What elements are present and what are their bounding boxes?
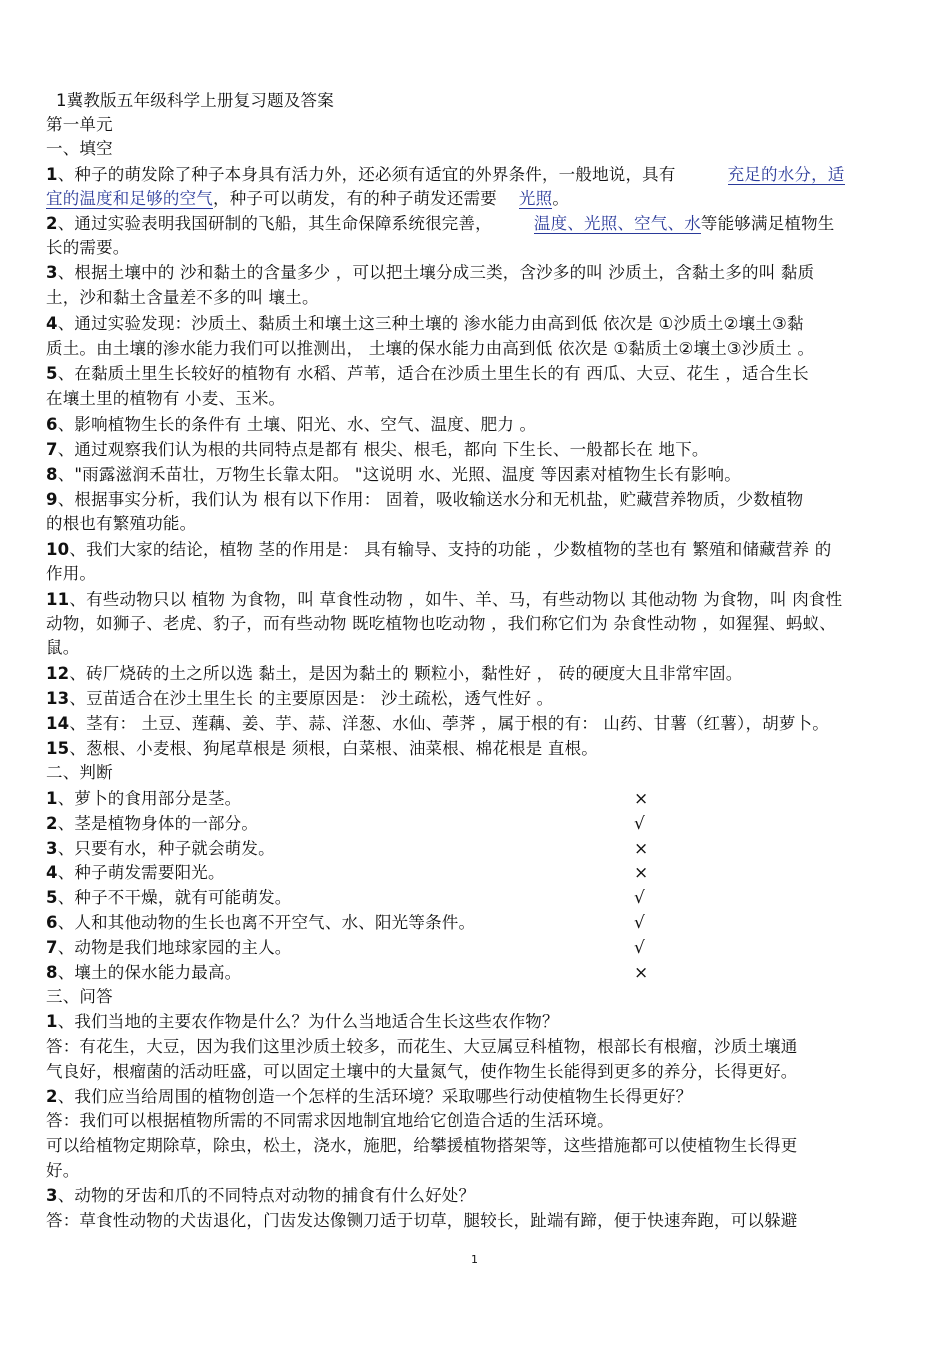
question-3-line-1: 3、根据土壤中的 沙和黏土的含量多少 ，可以把土壤分成三类，含沙多的叫 沙质土，含黏土多的叫 黏质 xyxy=(46,263,815,282)
answer-underline: 温度、光照、空气、水 xyxy=(533,214,701,233)
question-2-line-2: 长的需要。 xyxy=(46,238,130,257)
question-14: 14、茎有： 土豆、莲藕、姜、芋、蒜、洋葱、水仙、荸荠 ，属于根的有： 山药、甘薯（红薯），胡萝卜。 xyxy=(46,714,829,733)
answer-underline: 充足的水分，适 xyxy=(727,165,845,184)
qa-1-answer-line-2: 气良好，根瘤菌的活动旺盛，可以固定土壤中的大量氮气，使作物生长能得到更多的养分，长得更好。 xyxy=(46,1062,798,1081)
question-3-line-2: 土，沙和黏土含量差不多的叫 壤土。 xyxy=(46,288,319,307)
question-11-line-1: 11、有些动物只以 植物 为食物，叫 草食性动物 ，如牛、羊、马，有些动物以 其他动物 为食物，叫 肉食性 xyxy=(46,590,843,609)
question-7: 7、通过观察我们认为根的共同特点是都有 根尖、根毛，都向 下生长、一般都长在 地下。 xyxy=(46,440,709,459)
question-11-line-3: 鼠。 xyxy=(46,638,80,657)
qa-2-answer-line-2: 可以给植物定期除草，除虫，松土，浇水，施肥，给攀援植物搭架等，这些措施都可以使植物生长得更 xyxy=(46,1136,798,1155)
section-judge-heading: 二、判断 xyxy=(46,763,113,782)
judge-mark: × xyxy=(634,789,649,809)
judge-mark: √ xyxy=(634,938,645,958)
question-1-line-2: 宜的温度和足够的空气，种子可以萌发，有的种子萌发还需要 光照。 xyxy=(46,189,570,208)
unit-heading: 第一单元 xyxy=(46,115,113,134)
judge-item: 5、种子不干燥，就有可能萌发。 xyxy=(46,888,292,907)
question-4-line-1: 4、通过实验发现：沙质土、黏质土和壤土这三种土壤的 渗水能力由高到低 依次是 ①沙质土②壤土③黏 xyxy=(46,314,804,333)
judge-mark: × xyxy=(634,839,649,859)
judge-item: 3、只要有水，种子就会萌发。 xyxy=(46,839,275,858)
qa-2-answer-line-3: 好。 xyxy=(46,1161,80,1180)
question-15: 15、葱根、小麦根、狗尾草根是 须根，白菜根、油菜根、棉花根是 直根。 xyxy=(46,739,598,758)
judge-item: 6、人和其他动物的生长也离不开空气、水、阳光等条件。 xyxy=(46,913,476,932)
judge-mark: √ xyxy=(634,888,645,908)
judge-mark: √ xyxy=(634,913,645,933)
judge-item: 4、种子萌发需要阳光。 xyxy=(46,863,225,882)
question-12: 12、砖厂烧砖的土之所以选 黏土，是因为黏土的 颗粒小，黏性好 ， 砖的硬度大且非常牢固。 xyxy=(46,664,743,683)
answer-underline: 宜的温度和足够的空气 xyxy=(46,189,213,208)
qa-2-answer-line-1: 答：我们可以根据植物所需的不同需求因地制宜地给它创造合适的生活环境。 xyxy=(46,1111,614,1130)
judge-mark: × xyxy=(634,863,649,883)
question-5-line-2: 在壤土里的植物有 小麦、玉米。 xyxy=(46,389,286,408)
judge-item: 2、茎是植物身体的一部分。 xyxy=(46,814,259,833)
question-8: 8、"雨露滋润禾苗壮，万物生长靠太阳。 "这说明 水、光照、温度 等因素对植物生长有影响。 xyxy=(46,465,741,484)
section-qa-heading: 三、问答 xyxy=(46,987,113,1006)
answer-underline: 光照 xyxy=(518,189,553,208)
judge-item: 8、壤土的保水能力最高。 xyxy=(46,963,242,982)
question-6: 6、影响植物生长的条件有 土壤、阳光、水、空气、温度、肥力 。 xyxy=(46,415,537,434)
question-10-line-2: 作用。 xyxy=(46,564,97,583)
question-9-line-1: 9、根据事实分析，我们认为 根有以下作用： 固着，吸收输送水分和无机盐，贮藏营养物质，少数植物 xyxy=(46,490,804,509)
section-fill-heading: 一、填空 xyxy=(46,139,113,158)
page-number: 1 xyxy=(471,1253,478,1266)
question-2-line-1: 2、通过实验表明我国研制的飞船，其生命保障系统很完善， 温度、光照、空气、水等能够满足植物生 xyxy=(46,214,835,233)
qa-1-answer-line-1: 答：有花生，大豆，因为我们这里沙质土较多，而花生、大豆属豆科植物，根部长有根瘤，沙质土壤通 xyxy=(46,1037,798,1056)
question-1-line-1: 1、种子的萌发除了种子本身具有活力外，还必须有适宜的外界条件，一般地说，具有 充足的水分，适 xyxy=(46,165,845,184)
qa-2-question: 2、我们应当给周围的植物创造一个怎样的生活环境？采取哪些行动使植物生长得更好？ xyxy=(46,1087,693,1106)
judge-mark: × xyxy=(634,963,649,983)
question-13: 13、豆苗适合在沙土里生长 的主要原因是： 沙土疏松，透气性好 。 xyxy=(46,689,554,708)
question-5-line-1: 5、在黏质土里生长较好的植物有 水稻、芦苇，适合在沙质土里生长的有 西瓜、大豆、花生 ，适合生长 xyxy=(46,364,809,383)
qa-3-question: 3、动物的牙齿和爪的不同特点对动物的捕食有什么好处？ xyxy=(46,1186,476,1205)
question-9-line-2: 的根也有繁殖功能。 xyxy=(46,514,197,533)
judge-item: 7、动物是我们地球家园的主人。 xyxy=(46,938,292,957)
question-11-line-2: 动物，如狮子、老虎、豹子，而有些动物 既吃植物也吃动物 ，我们称它们为 杂食性动物 ，如猩猩、蚂蚁、 xyxy=(46,614,836,633)
judge-mark: √ xyxy=(634,814,645,834)
qa-1-question: 1、我们当地的主要农作物是什么？为什么当地适合生长这些农作物？ xyxy=(46,1012,559,1031)
doc-title: 1冀教版五年级科学上册复习题及答案 xyxy=(56,91,334,110)
question-10-line-1: 10、我们大家的结论，植物 茎的作用是： 具有输导、支持的功能 ，少数植物的茎也有 繁殖和储藏营养 的 xyxy=(46,540,832,559)
question-4-line-2: 质土。由土壤的渗水能力我们可以推测出， 土壤的保水能力由高到低 依次是 ①黏质土②壤土③沙质土 。 xyxy=(46,339,815,358)
qa-3-answer-line-1: 答：草食性动物的犬齿退化，门齿发达像铡刀适于切草，腿较长，趾端有蹄，便于快速奔跑，可以躲避 xyxy=(46,1211,798,1230)
judge-item: 1、萝卜的食用部分是茎。 xyxy=(46,789,242,808)
